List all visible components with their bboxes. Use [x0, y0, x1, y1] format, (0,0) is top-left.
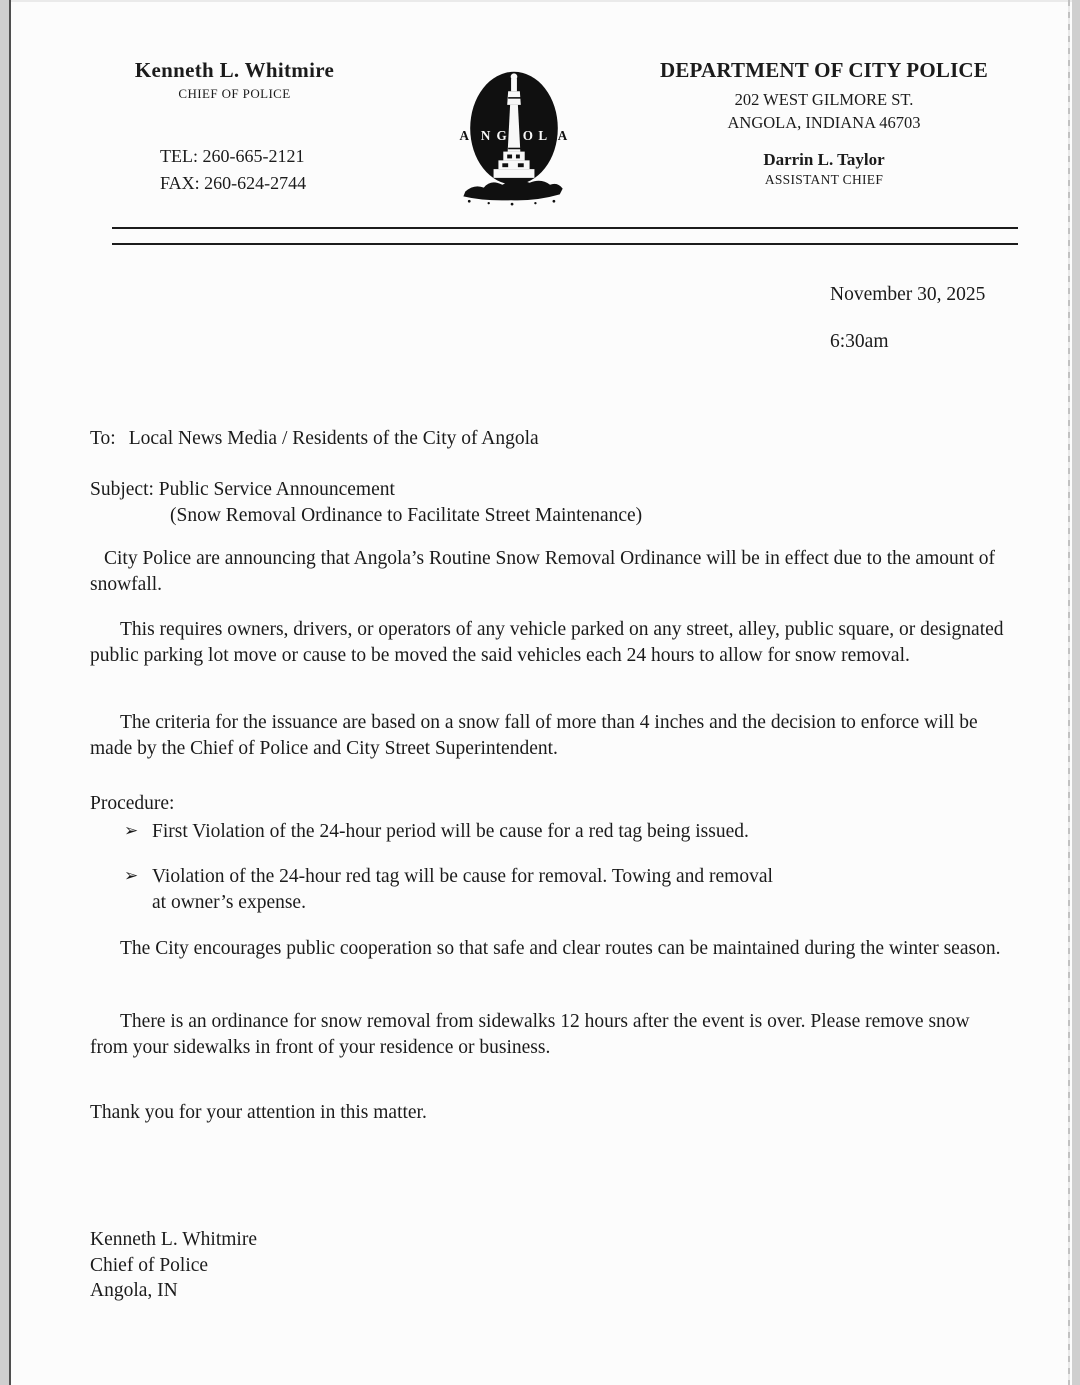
divider-rule-top: [112, 227, 1018, 229]
logo-letter-o: O: [522, 127, 533, 143]
bullet-text: First Violation of the 24-hour period will be cause for a red tag being issued.: [152, 821, 749, 842]
bullet-text: [152, 864, 1006, 915]
logo-letter-g: G: [496, 127, 507, 143]
contact-block: [160, 143, 306, 197]
paragraph: There is an ordinance for snow removal from sidewalks 12 hours after the event is over. Please remove snow from your sidewalks in front of your residence or business.: [90, 1011, 970, 1058]
closing-line: Thank you for your attention in this matter.: [90, 1102, 427, 1123]
paragraph: The City encourages public cooperation so that safe and clear routes can be maintained during the winter season.: [120, 938, 1001, 959]
to-label: To:: [90, 428, 116, 449]
date-line: November 30, 2025: [830, 284, 986, 305]
letter-page: [9, 0, 1072, 1385]
subject-line-2: (Snow Removal Ordinance to Facilitate Street Maintenance): [170, 504, 643, 526]
fax-line: FAX: 260-624-2744: [160, 173, 307, 193]
subject-block: [90, 477, 1006, 528]
logo-letter-a2: A: [557, 127, 568, 143]
paragraph: This requires owners, drivers, or operators of any vehicle parked on any street, alley, public square, or designated public parking lot move or cause to be moved the said vehicles each 24 hours to allow for snow removal.: [90, 619, 1004, 666]
tel-line: TEL: 260-665-2121: [160, 146, 305, 166]
department-address: [630, 88, 1018, 134]
signature-block: [90, 1227, 1006, 1304]
department-title: DEPARTMENT OF CITY POLICE: [659, 58, 989, 82]
header-right-block: [630, 58, 1018, 188]
signature-name: Kenneth L. Whitmire: [90, 1229, 257, 1250]
arrowhead-bullet-icon: ➢: [124, 866, 139, 886]
paragraph: The criteria for the issuance are based on a snow fall of more than 4 inches and the decision to enforce will be made by the Chief of Police and City Street Superintendent.: [90, 712, 978, 759]
paragraph: City Police are announcing that Angola’s Routine Snow Removal Ordinance will be in effect due to the amount of snowfall.: [90, 548, 996, 595]
angola-monument-logo: [454, 64, 574, 210]
to-value: Local News Media / Residents of the City of Angola: [128, 428, 539, 449]
bullet-text-line-2: at owner’s expense.: [152, 891, 306, 913]
signature-location: Angola, IN: [90, 1280, 178, 1301]
logo-letter-n: N: [480, 127, 491, 143]
subject-line-1: Subject: Public Service Announcement: [90, 479, 395, 500]
address-line-1: 202 WEST GILMORE ST.: [734, 90, 914, 109]
to-line: [90, 426, 1006, 452]
logo-letter-a1: A: [459, 127, 469, 143]
time-line: 6:30am: [830, 331, 889, 352]
assistant-chief-title: ASSISTANT CHIEF: [764, 172, 884, 187]
scan-edge-artifact: [1068, 0, 1070, 1385]
arrowhead-bullet-icon: ➢: [124, 821, 139, 841]
signature-title: Chief of Police: [90, 1254, 209, 1276]
chief-title: CHIEF OF POLICE: [178, 86, 291, 101]
list-item: [90, 864, 1006, 915]
assistant-chief-name: Darrin L. Taylor: [763, 150, 885, 169]
address-line-2: ANGOLA, INDIANA 46703: [727, 113, 921, 132]
divider-rule-bottom: [112, 243, 1018, 245]
list-item: [90, 819, 1006, 845]
bullet-text-line-1: Violation of the 24-hour red tag will be cause for removal. Towing and removal: [152, 866, 773, 887]
header-left-block: [102, 58, 367, 102]
chief-name: Kenneth L. Whitmire: [134, 58, 335, 82]
logo-letter-l: L: [538, 127, 548, 143]
procedure-label: Procedure:: [90, 793, 175, 814]
